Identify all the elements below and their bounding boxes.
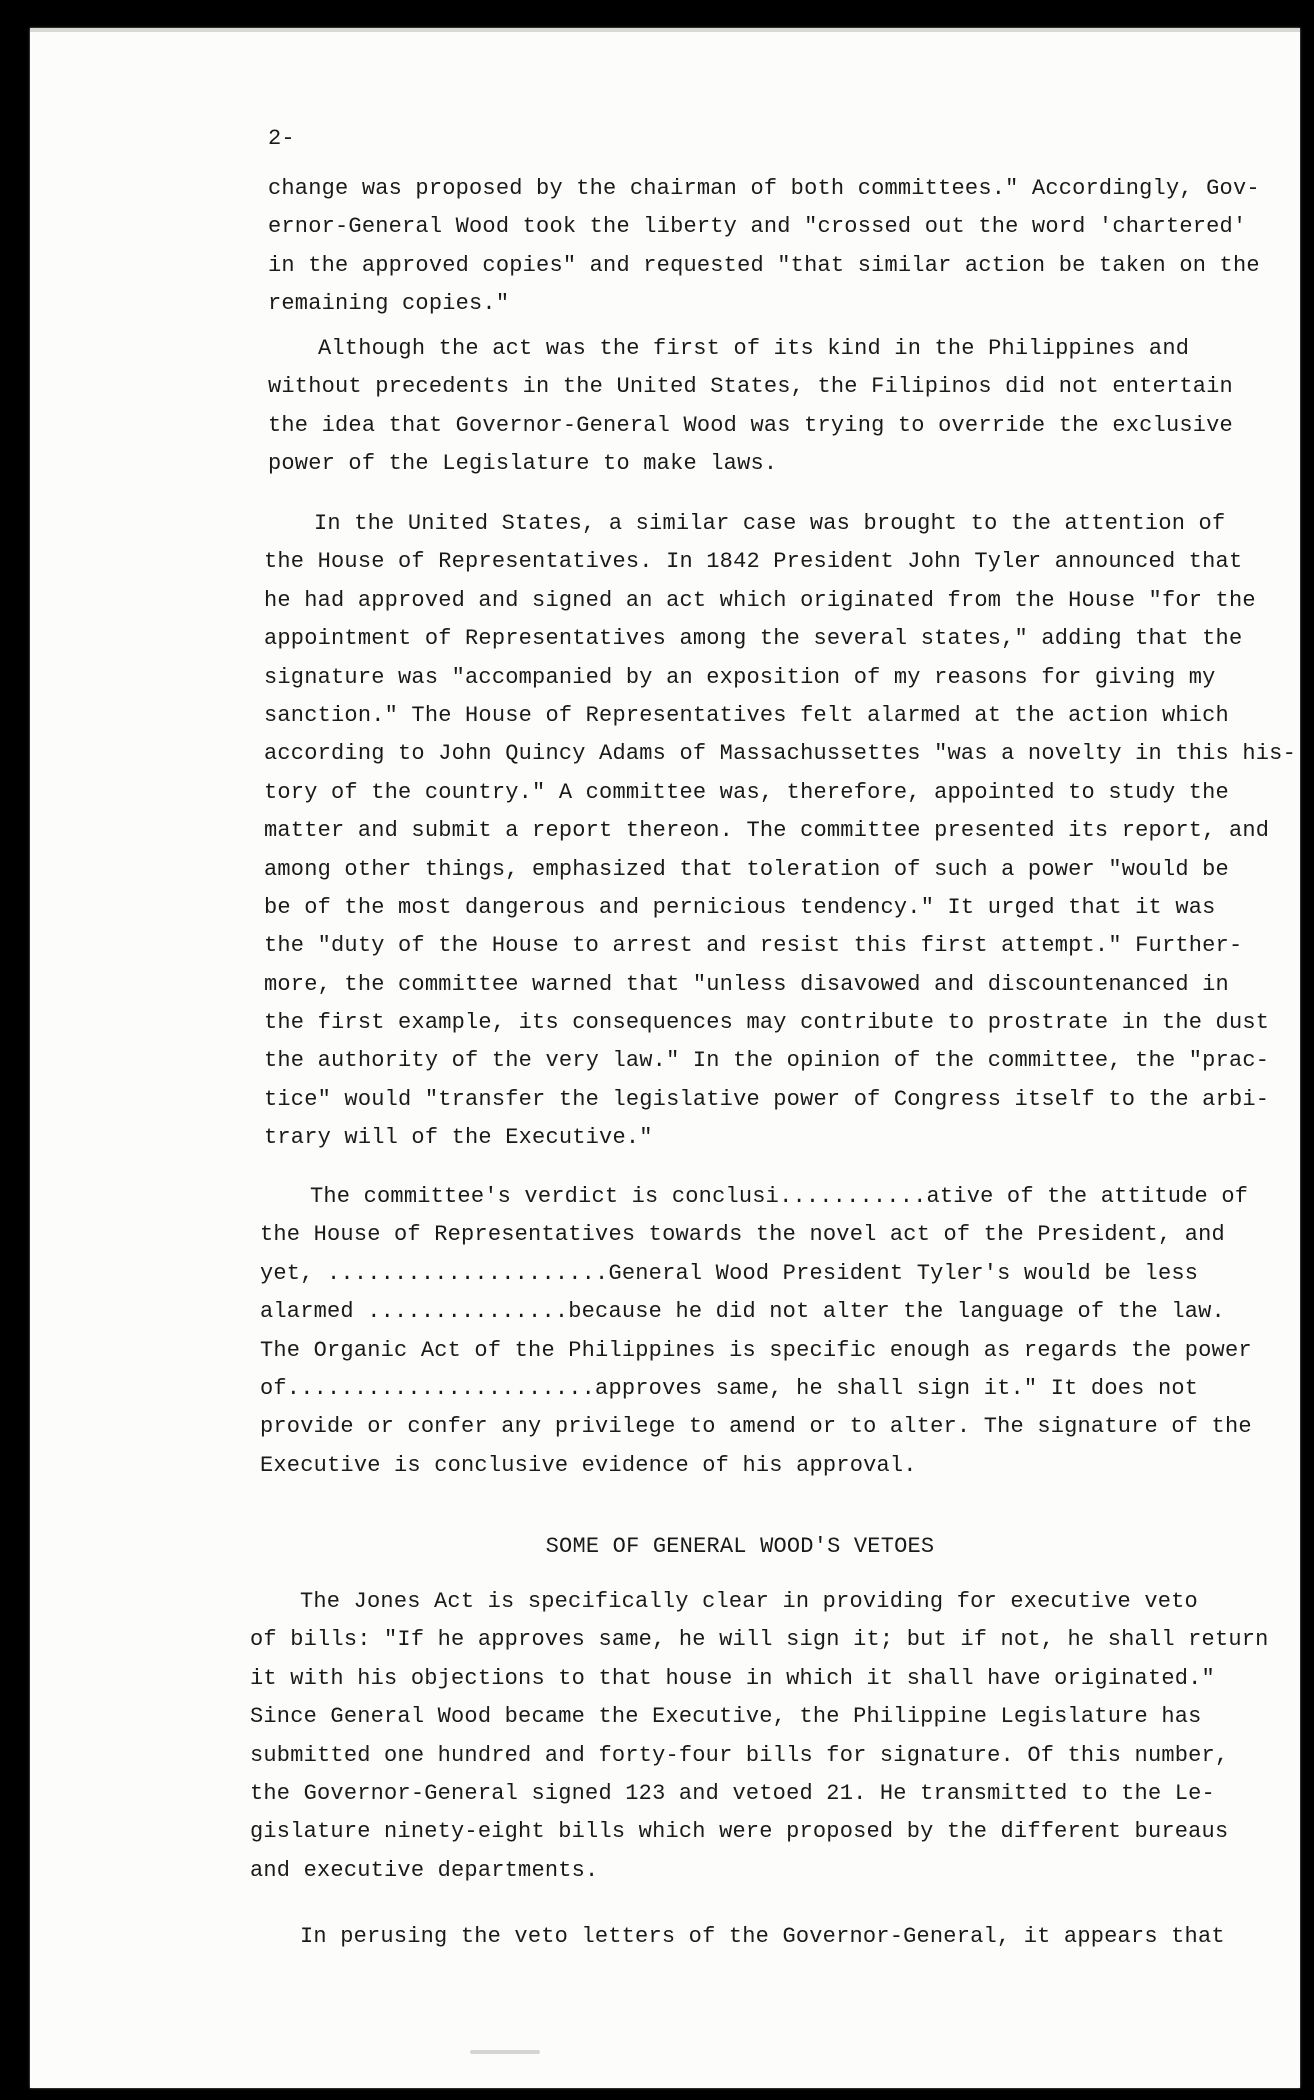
paragraph-jones-act <box>250 1583 1269 1890</box>
text-line: The Jones Act is specifically clear in providing for executive veto <box>300 1589 1198 1614</box>
text-line: sanction." The House of Representatives felt alarmed at the action which <box>264 702 1229 728</box>
text-line: tice" would "transfer the legislative power of Congress itself to the arbi- <box>264 1086 1270 1112</box>
text-line: Although the act was the first of its kind in the Philippines and <box>318 336 1190 361</box>
text-line: gislature ninety-eight bills which were proposed by the different bureaus <box>250 1819 1229 1845</box>
text-line: the House of Representatives towards the novel act of the President, and <box>260 1222 1225 1248</box>
text-line: yet, .....................General Wood President Tyler's would be less <box>260 1260 1199 1286</box>
text-line: The committee's verdict is conclusi...........ative of the attitude of <box>310 1184 1249 1209</box>
text-line: In perusing the veto letters of the Governor-General, it appears that <box>300 1924 1225 1949</box>
text-line: the House of Representatives. In 1842 President John Tyler announced that <box>264 549 1243 575</box>
paragraph-first-of-its-kind <box>268 330 1233 484</box>
scan-smudge <box>470 2050 540 2054</box>
text-line: provide or confer any privilege to amend or to alter. The signature of the <box>260 1414 1252 1440</box>
page-number: 2- <box>268 126 295 151</box>
text-line: change was proposed by the chairman of both committees." Accordingly, Gov- <box>268 176 1260 201</box>
text-line: trary will of the Executive." <box>264 1125 653 1151</box>
text-line: appointment of Representatives among the several states," adding that the <box>264 626 1243 652</box>
text-line: according to John Quincy Adams of Massachussettes "was a novelty in this his- <box>264 741 1296 767</box>
text-line: ernor-General Wood took the liberty and "crossed out the word 'chartered' <box>268 214 1247 240</box>
text-line: the "duty of the House to arrest and resist this first attempt." Further- <box>264 933 1243 959</box>
text-line: the authority of the very law." In the opinion of the committee, the "prac- <box>264 1048 1270 1074</box>
paragraph-committee-verdict <box>260 1178 1252 1485</box>
text-line: more, the committee warned that "unless disavowed and discountenanced in <box>264 971 1229 997</box>
text-line: alarmed ...............because he did not alter the language of the law. <box>260 1299 1225 1325</box>
paragraph-veto-letters <box>250 1918 1225 1956</box>
text-line: submitted one hundred and forty-four bills for signature. Of this number, <box>250 1742 1229 1768</box>
text-line: Since General Wood became the Executive, the Philippine Legislature has <box>250 1704 1202 1730</box>
text-line: remaining copies." <box>268 291 510 317</box>
text-line: of bills: "If he approves same, he will sign it; but if not, he shall return <box>250 1627 1269 1653</box>
text-line: the Governor-General signed 123 and vetoed 21. He transmitted to the Le- <box>250 1780 1215 1806</box>
text-line: power of the Legislature to make laws. <box>268 451 778 477</box>
text-line: of.......................approves same, he shall sign it." It does not <box>260 1375 1199 1401</box>
document-page <box>30 28 1300 2088</box>
text-line: the first example, its consequences may contribute to prostrate in the dust <box>264 1010 1270 1036</box>
paragraph-chartered-copies <box>268 170 1260 324</box>
text-line: In the United States, a similar case was brought to the attention of <box>314 511 1226 536</box>
text-line: and executive departments. <box>250 1857 599 1883</box>
text-line: the idea that Governor-General Wood was trying to override the exclusive <box>268 412 1233 438</box>
text-line: signature was "accompanied by an exposition of my reasons for giving my <box>264 664 1216 690</box>
text-line: it with his objections to that house in which it shall have originated." <box>250 1665 1215 1691</box>
text-line: tory of the country." A committee was, therefore, appointed to study the <box>264 779 1229 805</box>
text-line: Executive is conclusive evidence of his approval. <box>260 1452 917 1478</box>
text-line: be of the most dangerous and pernicious tendency." It urged that it was <box>264 894 1216 920</box>
text-line: matter and submit a report thereon. The committee presented its report, and <box>264 818 1270 844</box>
text-line: without precedents in the United States, the Filipinos did not entertain <box>268 374 1233 400</box>
text-line: among other things, emphasized that toleration of such a power "would be <box>264 856 1229 882</box>
paragraph-tyler-precedent <box>264 505 1296 1158</box>
text-line: The Organic Act of the Philippines is specific enough as regards the power <box>260 1337 1252 1363</box>
page-top-edge <box>30 28 1300 32</box>
section-heading: SOME OF GENERAL WOOD'S VETOES <box>545 1534 935 1559</box>
text-line: in the approved copies" and requested "that similar action be taken on the <box>268 252 1260 278</box>
text-line: he had approved and signed an act which originated from the House "for the <box>264 587 1256 613</box>
